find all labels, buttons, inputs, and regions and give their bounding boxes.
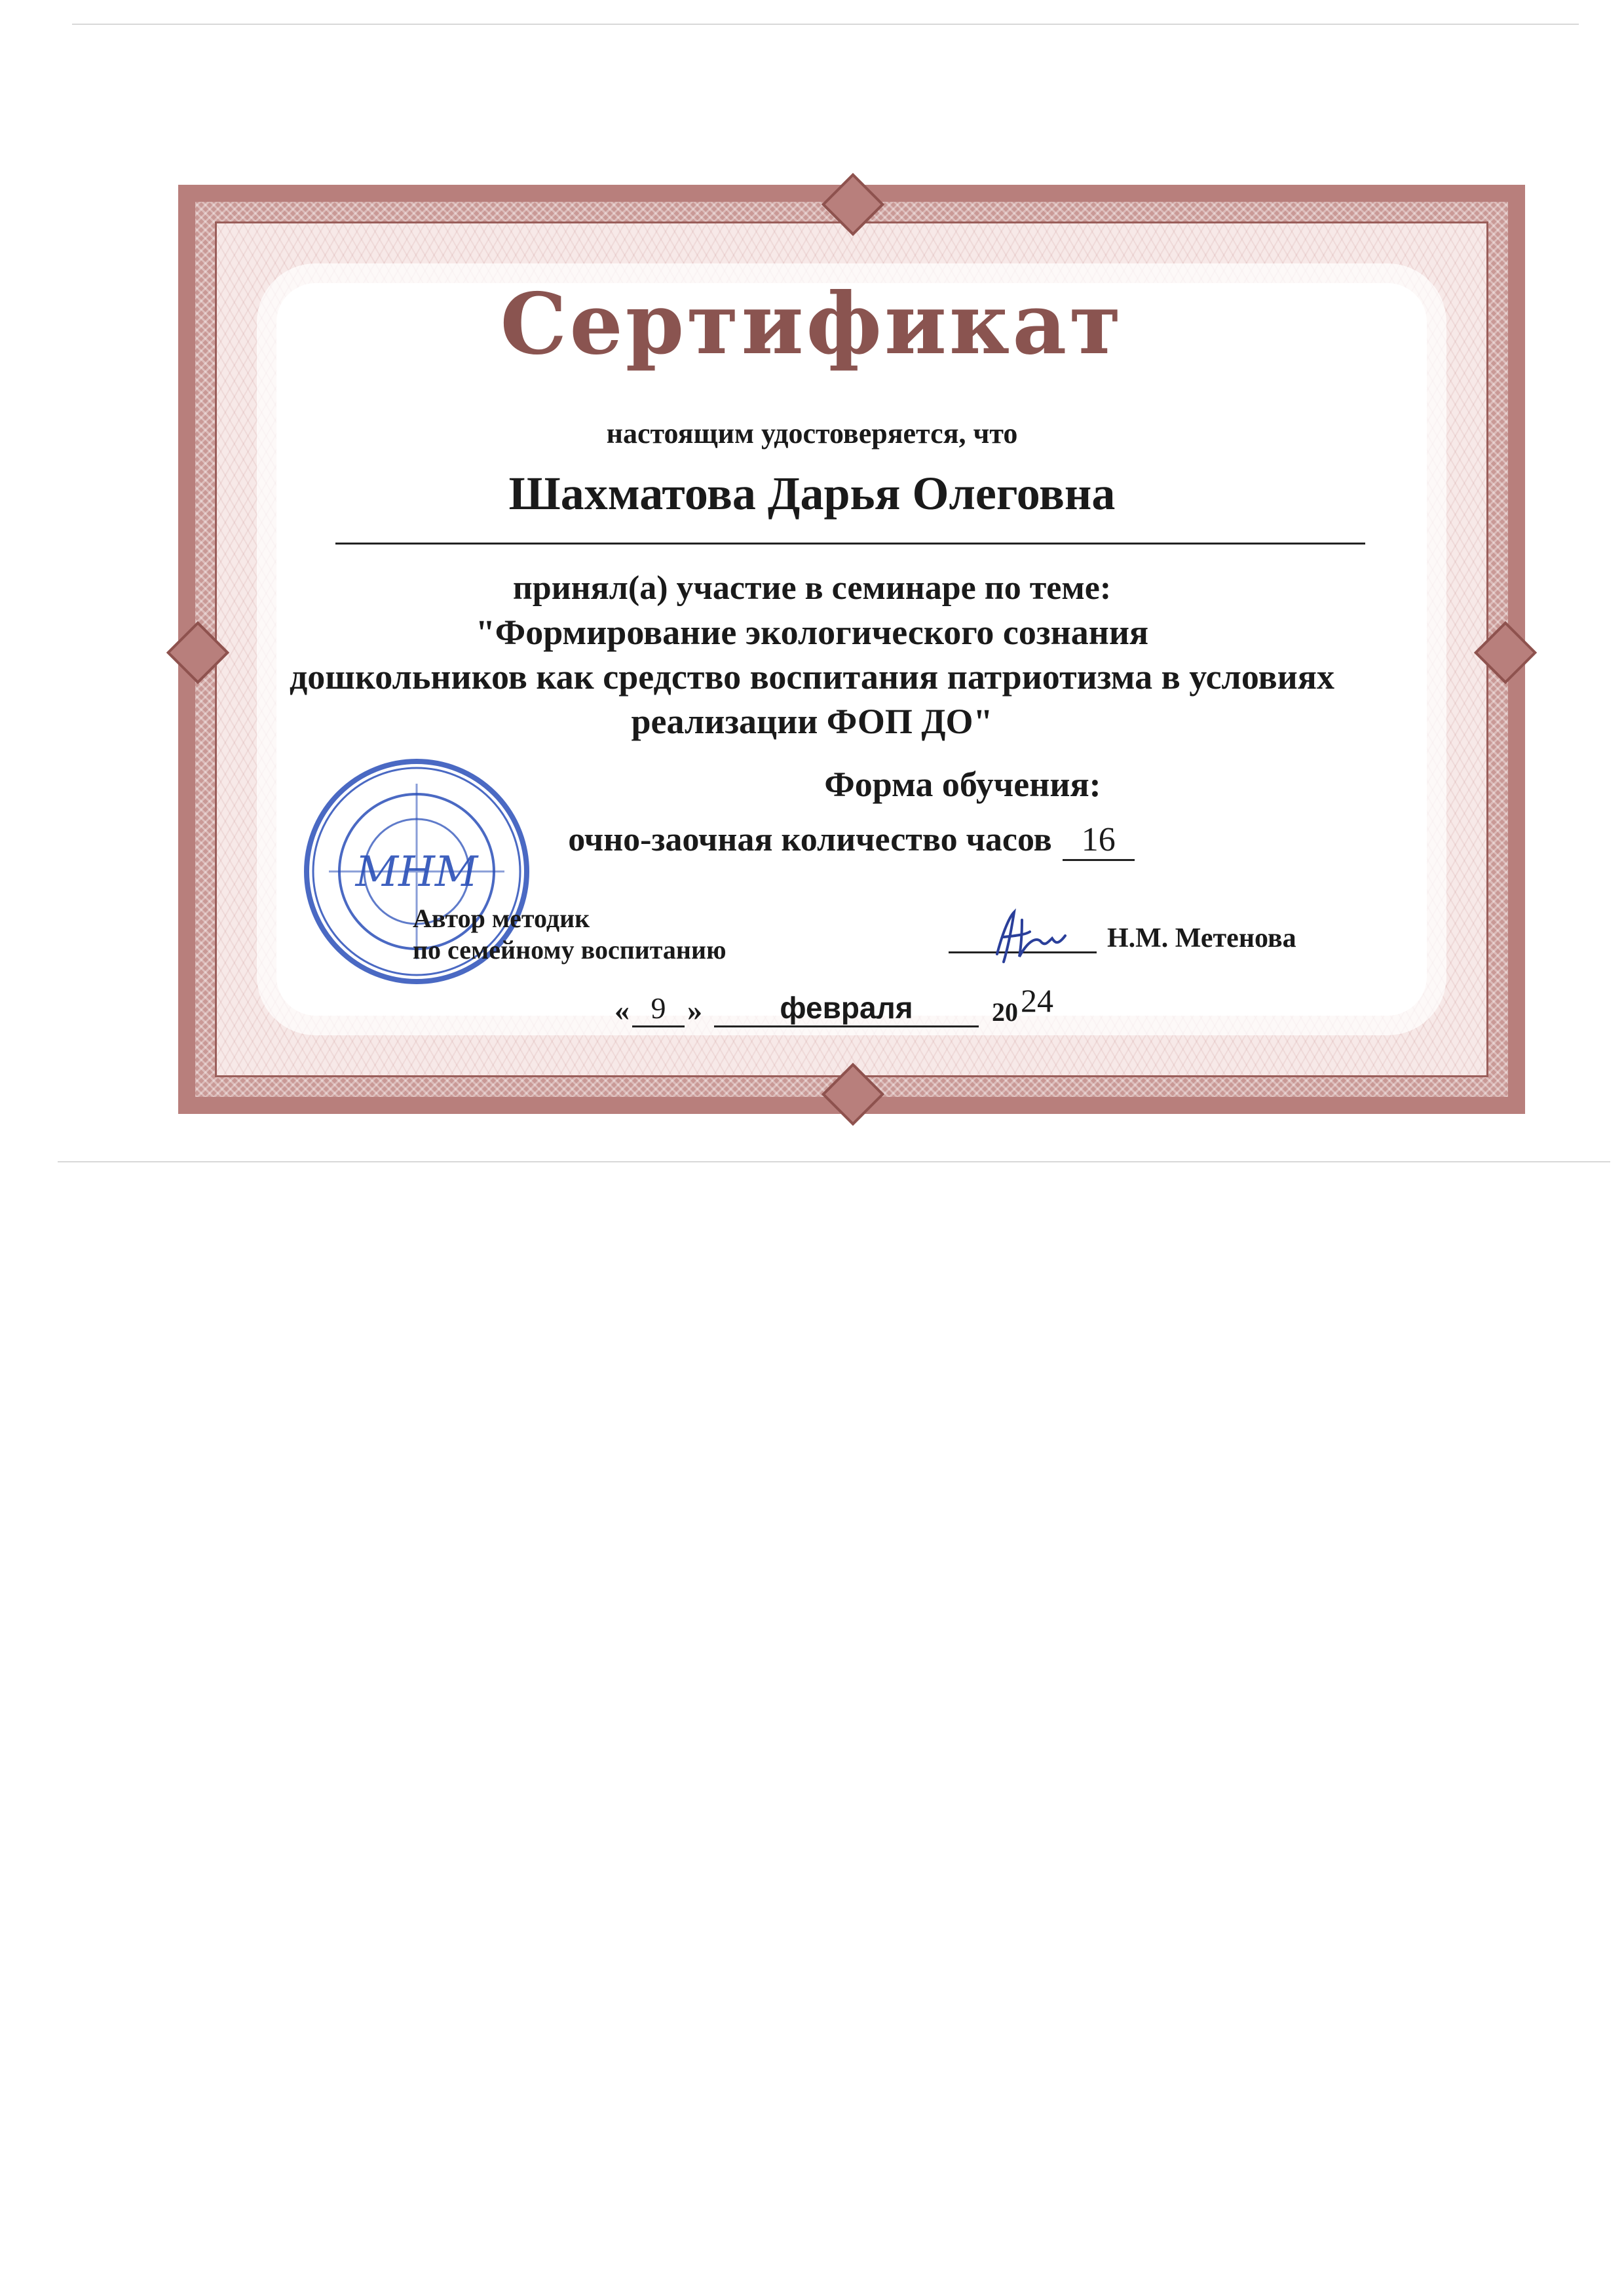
date-day: 9 [632,991,685,1027]
seminar-topic-line-3: реализации ФОП ДО" [631,702,993,741]
recipient-underline [335,543,1365,545]
date-close-quote: » [687,993,702,1027]
hours-row [0,820,1624,861]
seminar-topic-line-1: "Формирование экологического сознания [475,613,1149,652]
signer-name: Н.М. Метенова [1107,923,1296,953]
handwritten-signature [984,903,1076,968]
certificate-title: Сертификат [500,275,1124,373]
scan-edge-top [72,24,1579,25]
certifies-text: настоящим удостоверяется, что [606,417,1018,450]
participation-text: принял(а) участие в семинаре по теме: [512,569,1112,607]
hours-text: очно-заочная количество часов [568,821,1052,858]
stamp-monogram: МНМ [355,848,478,896]
author-caption [413,903,727,966]
scan-edge-bottom [58,1161,1610,1162]
issue-date [614,982,1053,1027]
recipient-name: Шахматова Дарья Олеговна [508,467,1116,520]
date-month: февраля [714,990,979,1027]
date-year-suffix: 24 [1021,982,1053,1019]
date-open-quote: « [614,993,630,1027]
date-year-prefix: 20 [992,997,1018,1027]
author-line-2: по семейному воспитанию [413,935,727,965]
seminar-topic-line-2: дошкольников как средство воспитания патриотизма в условиях [289,657,1334,697]
author-line-1: Автор методик [413,904,590,933]
form-label: Форма обучения: [824,765,1101,804]
hours-value: 16 [1063,820,1135,861]
